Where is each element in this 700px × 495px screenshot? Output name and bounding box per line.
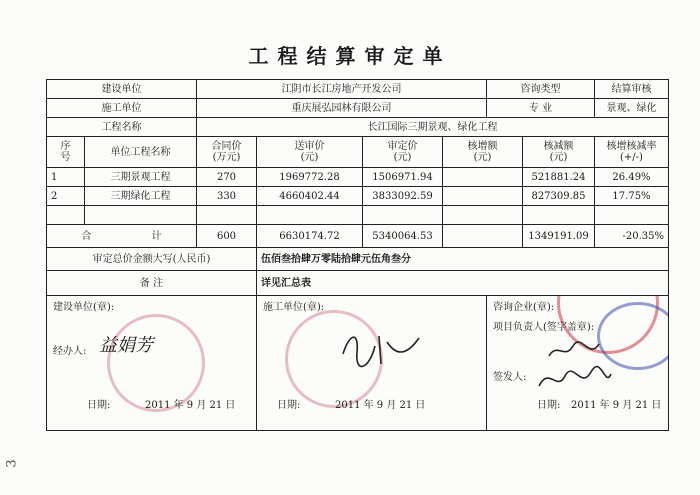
header-decrease: 核减额 (元)	[523, 137, 595, 168]
note-row	[47, 271, 669, 296]
amount-words-row	[47, 248, 669, 271]
project-value: 长江国际三期景观、绿化工程	[197, 118, 669, 137]
builder-sign-cell	[47, 296, 257, 431]
engineer-seal-stamp	[597, 302, 669, 370]
builder-seal-stamp	[107, 314, 205, 412]
header-increase: 核增额 (元)	[443, 137, 523, 168]
note-value: 详见汇总表	[257, 271, 669, 296]
leader-signature-icon	[545, 336, 605, 366]
builder-value: 江阴市长江房地产开发公司	[197, 80, 487, 99]
row-seq: 2	[47, 187, 85, 206]
builder-signature: 益娟芳	[99, 335, 153, 356]
signature-row	[47, 296, 669, 431]
total-increase	[443, 225, 523, 248]
total-row	[47, 225, 669, 248]
consultant-date-label: 日期:	[537, 400, 561, 411]
row-approved: 1506971.94	[363, 168, 443, 187]
consult-type-value: 结算审核	[595, 80, 669, 99]
header-unit-name: 单位工程名称	[85, 137, 197, 168]
builder-unit-label: 建设单位(章):	[53, 302, 115, 313]
row-contractor	[47, 99, 669, 118]
settlement-table	[46, 79, 669, 431]
contractor-sign-cell	[257, 296, 487, 431]
total-contract: 600	[197, 225, 257, 248]
major-value: 景观、绿化	[595, 99, 669, 118]
contractor-signature-icon	[335, 324, 425, 374]
total-decrease: 1349191.09	[523, 225, 595, 248]
table-row	[47, 168, 669, 187]
major-label: 专 业	[487, 99, 595, 118]
contractor-label: 施工单位	[47, 99, 197, 118]
row-contract: 330	[197, 187, 257, 206]
row-project	[47, 118, 669, 137]
amount-words-label: 审定总价金额大写(人民币)	[47, 248, 257, 271]
row-seq: 1	[47, 168, 85, 187]
builder-date-label: 日期:	[87, 400, 111, 411]
header-submitted: 送审价 (元)	[257, 137, 363, 168]
consultant-sign-cell	[487, 296, 669, 431]
consultant-reviewer-label: 签发人:	[493, 372, 527, 383]
header-approved: 审定价 (元)	[363, 137, 443, 168]
reviewer-signature-icon	[535, 362, 615, 396]
row-submitted: 4660402.44	[257, 187, 363, 206]
consultant-leader-label: 项目负责人(签字盖章):	[493, 322, 595, 333]
total-approved: 5340064.53	[363, 225, 443, 248]
row-increase	[443, 168, 523, 187]
row-decrease: 521881.24	[523, 168, 595, 187]
row-builder	[47, 80, 669, 99]
header-seq: 序 号	[47, 137, 85, 168]
row-rate: 17.75%	[595, 187, 669, 206]
consultant-unit-label: 咨询企业(章):	[493, 302, 555, 313]
contractor-value: 重庆展弘园林有限公司	[197, 99, 487, 118]
total-label: 合 计	[47, 225, 197, 248]
contractor-seal-stamp	[285, 310, 383, 408]
row-name: 三期绿化工程	[85, 187, 197, 206]
note-label: 备 注	[47, 271, 257, 296]
row-contract: 270	[197, 168, 257, 187]
contractor-date: 2011 年 9 月 21 日	[335, 400, 426, 411]
contractor-date-label: 日期:	[277, 400, 301, 411]
builder-handler-label: 经办人:	[53, 346, 87, 357]
row-approved: 3833092.59	[363, 187, 443, 206]
table-row-blank	[47, 206, 669, 225]
builder-label: 建设单位	[47, 80, 197, 99]
row-name: 三期景观工程	[85, 168, 197, 187]
form-title: 工程结算审定单	[248, 44, 452, 68]
amount-words-value: 伍佰叁拾肆万零陆拾肆元伍角叁分	[257, 248, 669, 271]
page-number: 3	[4, 459, 20, 468]
consult-type-label: 咨询类型	[487, 80, 595, 99]
row-increase	[443, 187, 523, 206]
row-decrease: 827309.85	[523, 187, 595, 206]
header-rate: 核增核减率 (+/-)	[595, 137, 669, 168]
table-row	[47, 187, 669, 206]
total-rate: -20.35%	[595, 225, 669, 248]
total-submitted: 6630174.72	[257, 225, 363, 248]
project-label: 工程名称	[47, 118, 197, 137]
column-header-row	[47, 137, 669, 168]
row-submitted: 1969772.28	[257, 168, 363, 187]
builder-date: 2011 年 9 月 21 日	[145, 400, 236, 411]
contractor-unit-label: 施工单位(章):	[263, 302, 325, 313]
header-contract: 合同价 (万元)	[197, 137, 257, 168]
consultant-date: 2011 年 9 月 21 日	[571, 400, 662, 411]
row-rate: 26.49%	[595, 168, 669, 187]
